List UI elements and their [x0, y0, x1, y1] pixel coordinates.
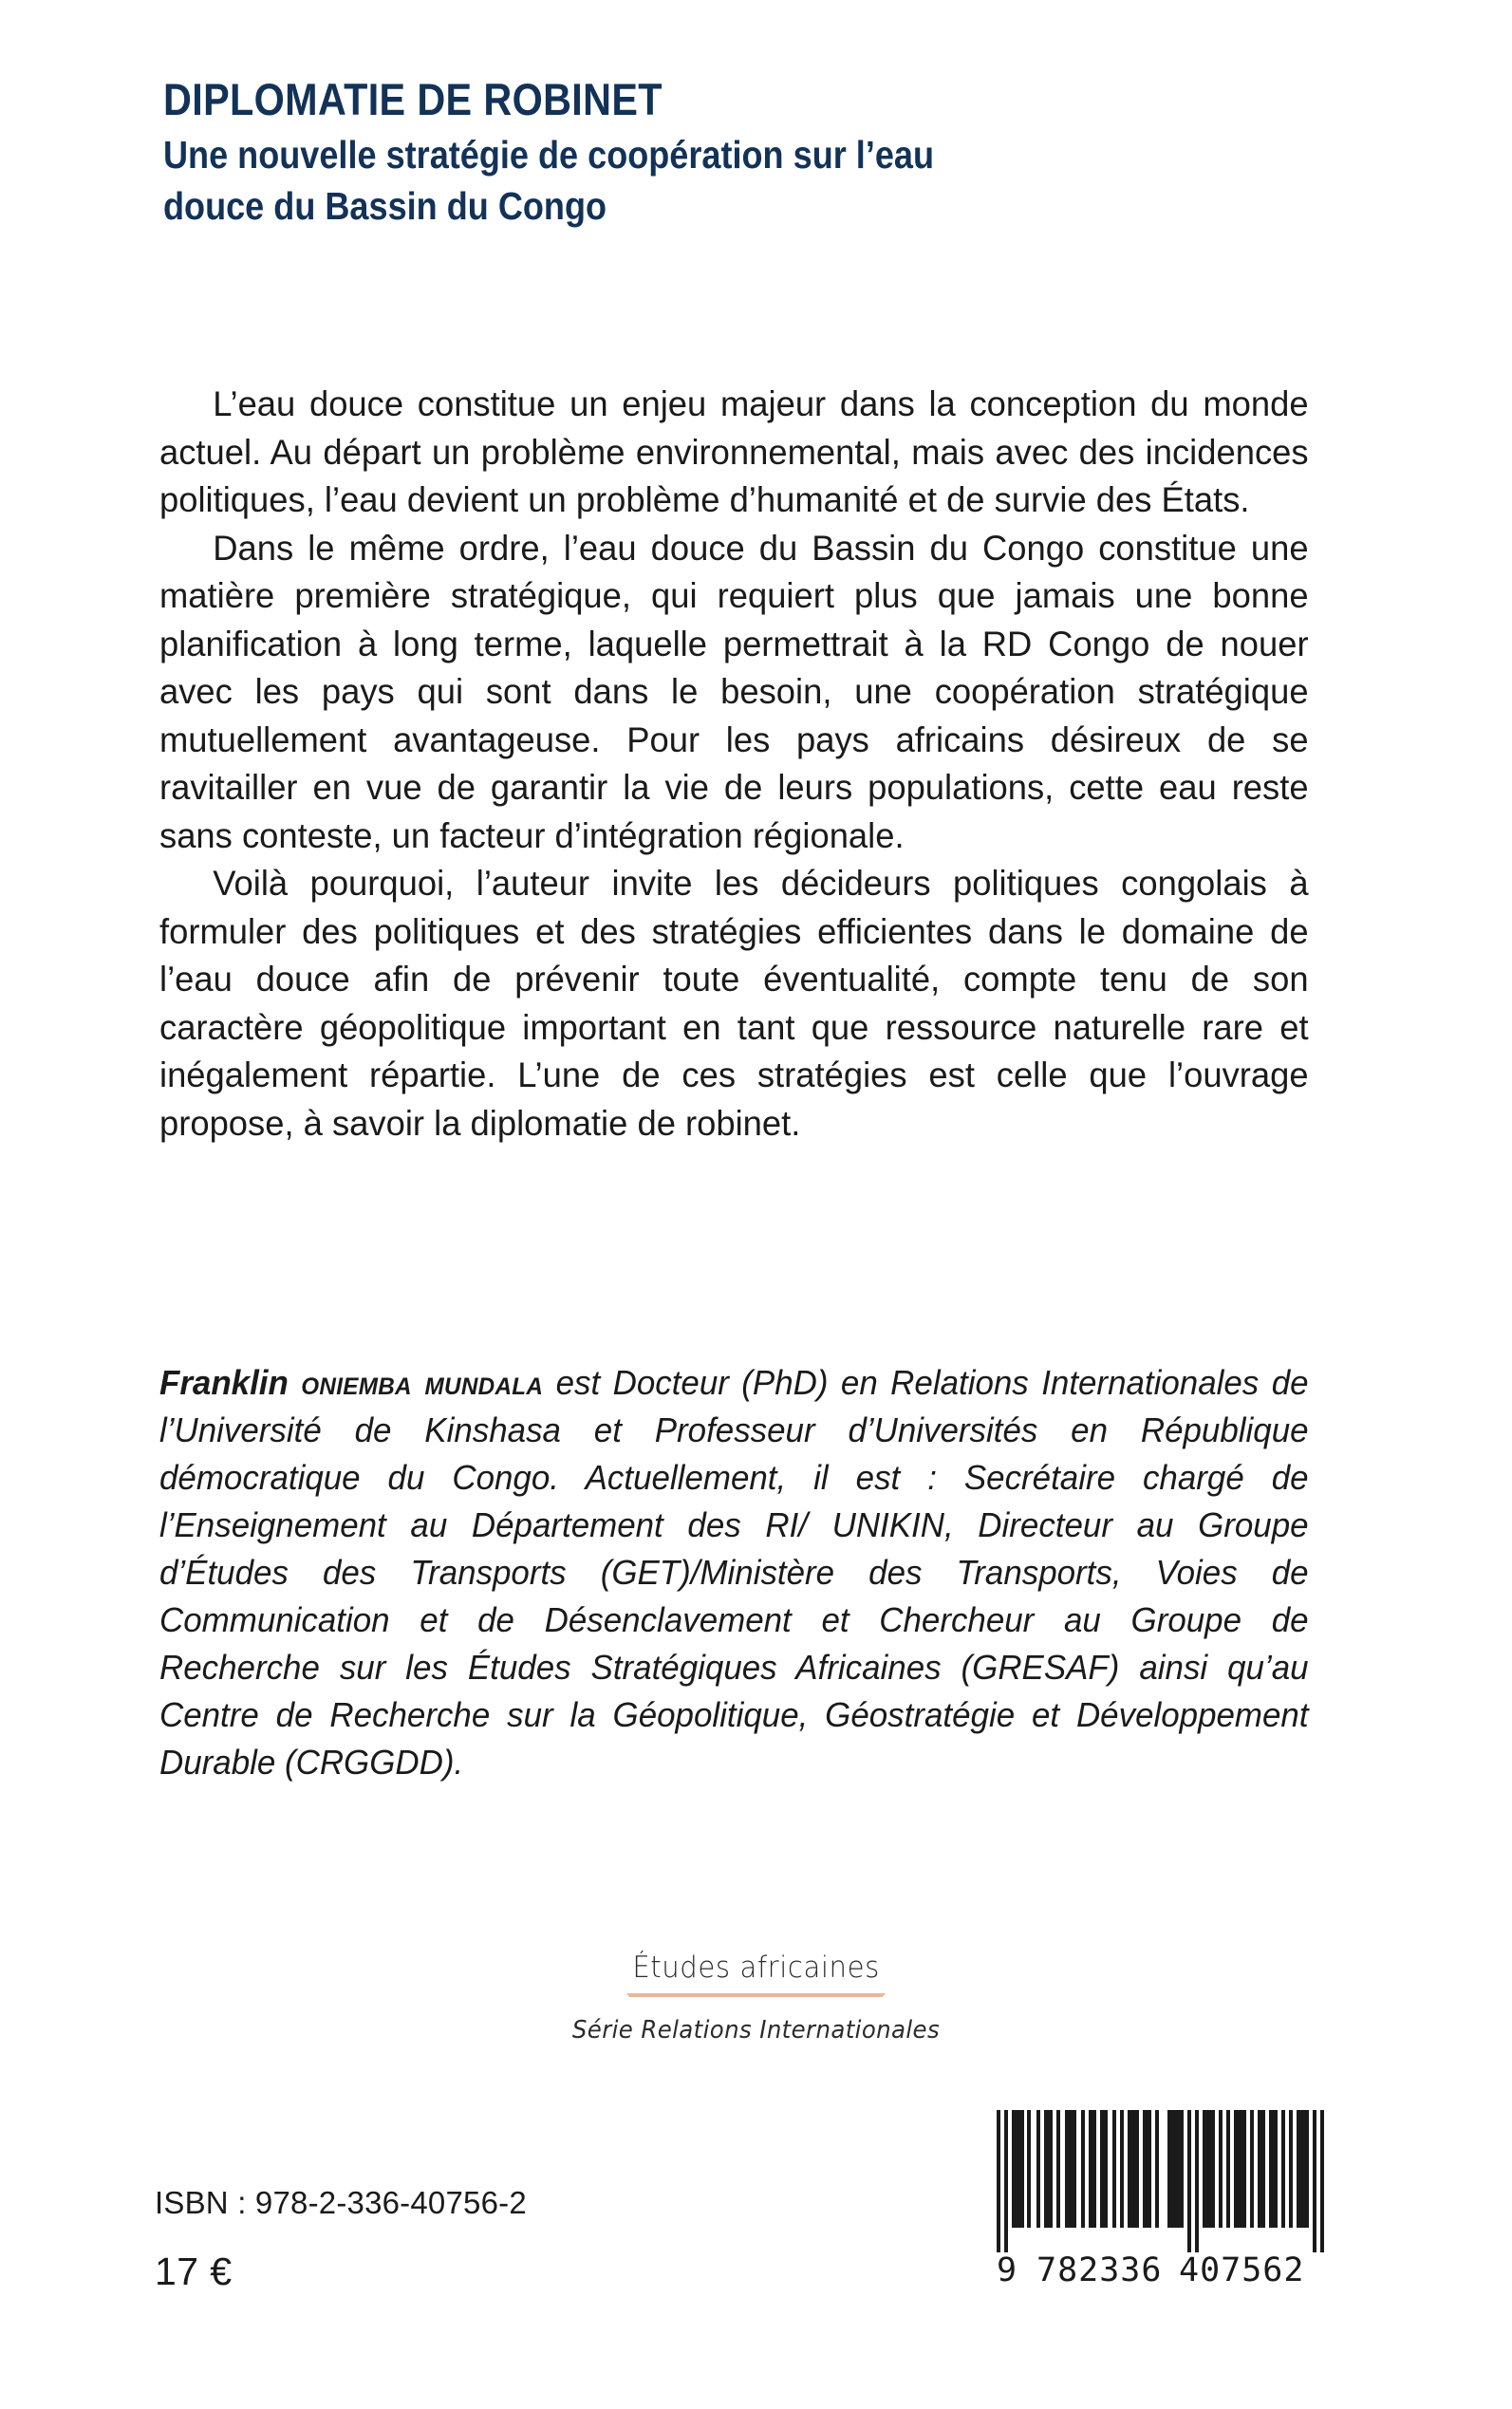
barcode-bar — [1320, 2110, 1324, 2252]
barcode-bar — [1027, 2110, 1031, 2228]
barcode-bar — [1313, 2110, 1316, 2252]
barcode-bar — [1195, 2110, 1199, 2252]
barcode-bar — [1143, 2110, 1150, 2228]
barcode-bar — [1167, 2110, 1183, 2228]
barcode-right-group: 407562 — [1179, 2251, 1305, 2289]
series-block — [0, 1951, 1512, 2045]
author-bio-body: est Docteur (PhD) en Relations Internationales de l’Université de Kinshasa et Professeur d’Universités en République démocratique du Congo. Actuellement, il est : Secrétaire chargé de l’Enseignement au Département des RI/ UNIKIN, Directeur au Groupe d’Études des Transports (GET)/Ministère des Transports, Voies de Communication et de Désenclavement et Chercheur au Groupe de Recherche sur les Études Stratégiques Africaines (GRESAF) ainsi qu’au Centre de Recherche sur la Géopolitique, Géostratégie et Développement Durable (CRGGDD). — [159, 1363, 1309, 1782]
barcode-bar — [1012, 2110, 1023, 2228]
barcode-bar — [1234, 2110, 1245, 2228]
barcode-bar — [1044, 2110, 1052, 2228]
barcode-bar — [1258, 2110, 1265, 2228]
barcode — [997, 2110, 1324, 2291]
book-subtitle-line-1: Une nouvelle stratégie de coopération sur l’eau — [163, 132, 935, 177]
barcode-bar — [1226, 2110, 1230, 2228]
page-title: DIPLOMATIE DE ROBINET — [163, 74, 663, 124]
barcode-bar — [1289, 2110, 1293, 2228]
barcode-bar — [1269, 2110, 1277, 2228]
blurb-text — [159, 380, 1344, 1147]
blurb-paragraph-2: Dans le même ordre, l’eau douce du Bassin du Congo constitue une matière première stratégique, qui requiert plus que jamais une bonne planification à long terme, laquelle permettrait à la RD Congo de nouer avec les pays qui sont dans le besoin, une coopération stratégique mutuellement avantageuse. Pour les pays africains désireux de se ravitailler en vue de garantir la vie de leurs populations, cette eau reste sans conteste, un facteur d’intégration régionale. — [159, 527, 1309, 855]
isbn-price-block — [155, 2185, 527, 2294]
barcode-digits — [997, 2251, 1324, 2291]
barcode-bar — [1281, 2110, 1285, 2228]
barcode-bar — [1297, 2110, 1308, 2228]
blurb-paragraph-1: L’eau douce constitue un enjeu majeur dans la conception du monde actuel. Au départ un problème environnemental, mais avec des incidences politiques, l’eau devient un problème d’humanité et de survie des États. — [159, 383, 1309, 519]
author-bio — [159, 1359, 1344, 1786]
barcode-bar — [1128, 2110, 1139, 2228]
title-block — [163, 76, 1283, 232]
barcode-bar — [1187, 2110, 1191, 2252]
sub-series-name: Série Relations Internationales — [571, 2016, 941, 2045]
author-first-name: Franklin — [159, 1363, 289, 1402]
collection-name: Études africaines — [627, 1951, 886, 1995]
barcode-bar — [1089, 2110, 1096, 2228]
barcode-left-group: 782336 — [1036, 2251, 1163, 2289]
author-bio-paragraph — [159, 1359, 1309, 1786]
barcode-bar — [1112, 2110, 1116, 2228]
isbn-text: ISBN : 978-2-336-40756-2 — [155, 2185, 527, 2220]
book-subtitle — [163, 129, 1148, 232]
barcode-bar — [1081, 2110, 1085, 2228]
barcode-bar — [997, 2110, 1000, 2252]
barcode-bars — [997, 2110, 1324, 2252]
barcode-bar — [1120, 2110, 1124, 2228]
barcode-bar — [1004, 2110, 1008, 2252]
book-subtitle-line-2: douce du Bassin du Congo — [163, 183, 607, 228]
barcode-bar — [1250, 2110, 1254, 2228]
barcode-bar — [1065, 2110, 1076, 2228]
barcode-bar — [1155, 2110, 1159, 2228]
barcode-bar — [1036, 2110, 1040, 2228]
blurb-paragraph-3: Voilà pourquoi, l’auteur invite les décideurs politiques congolais à formuler des politiques et des stratégies efficientes dans le domaine de l’eau douce afin de prévenir toute éventualité, compte tenu de son caractère géopolitique important en tant que ressource naturelle rare et inégalement répartie. L’une de ces stratégies est celle que l’ouvrage propose, à savoir la diplomatie de robinet. — [159, 863, 1309, 1143]
barcode-bar — [1100, 2110, 1108, 2228]
barcode-bar — [1056, 2110, 1060, 2228]
barcode-bar — [1203, 2110, 1214, 2228]
price-text: 17 € — [155, 2250, 233, 2293]
barcode-bar — [1219, 2110, 1223, 2228]
author-last-name: oniemba mundala — [301, 1363, 544, 1402]
barcode-lead-digit: 9 — [997, 2251, 1018, 2289]
